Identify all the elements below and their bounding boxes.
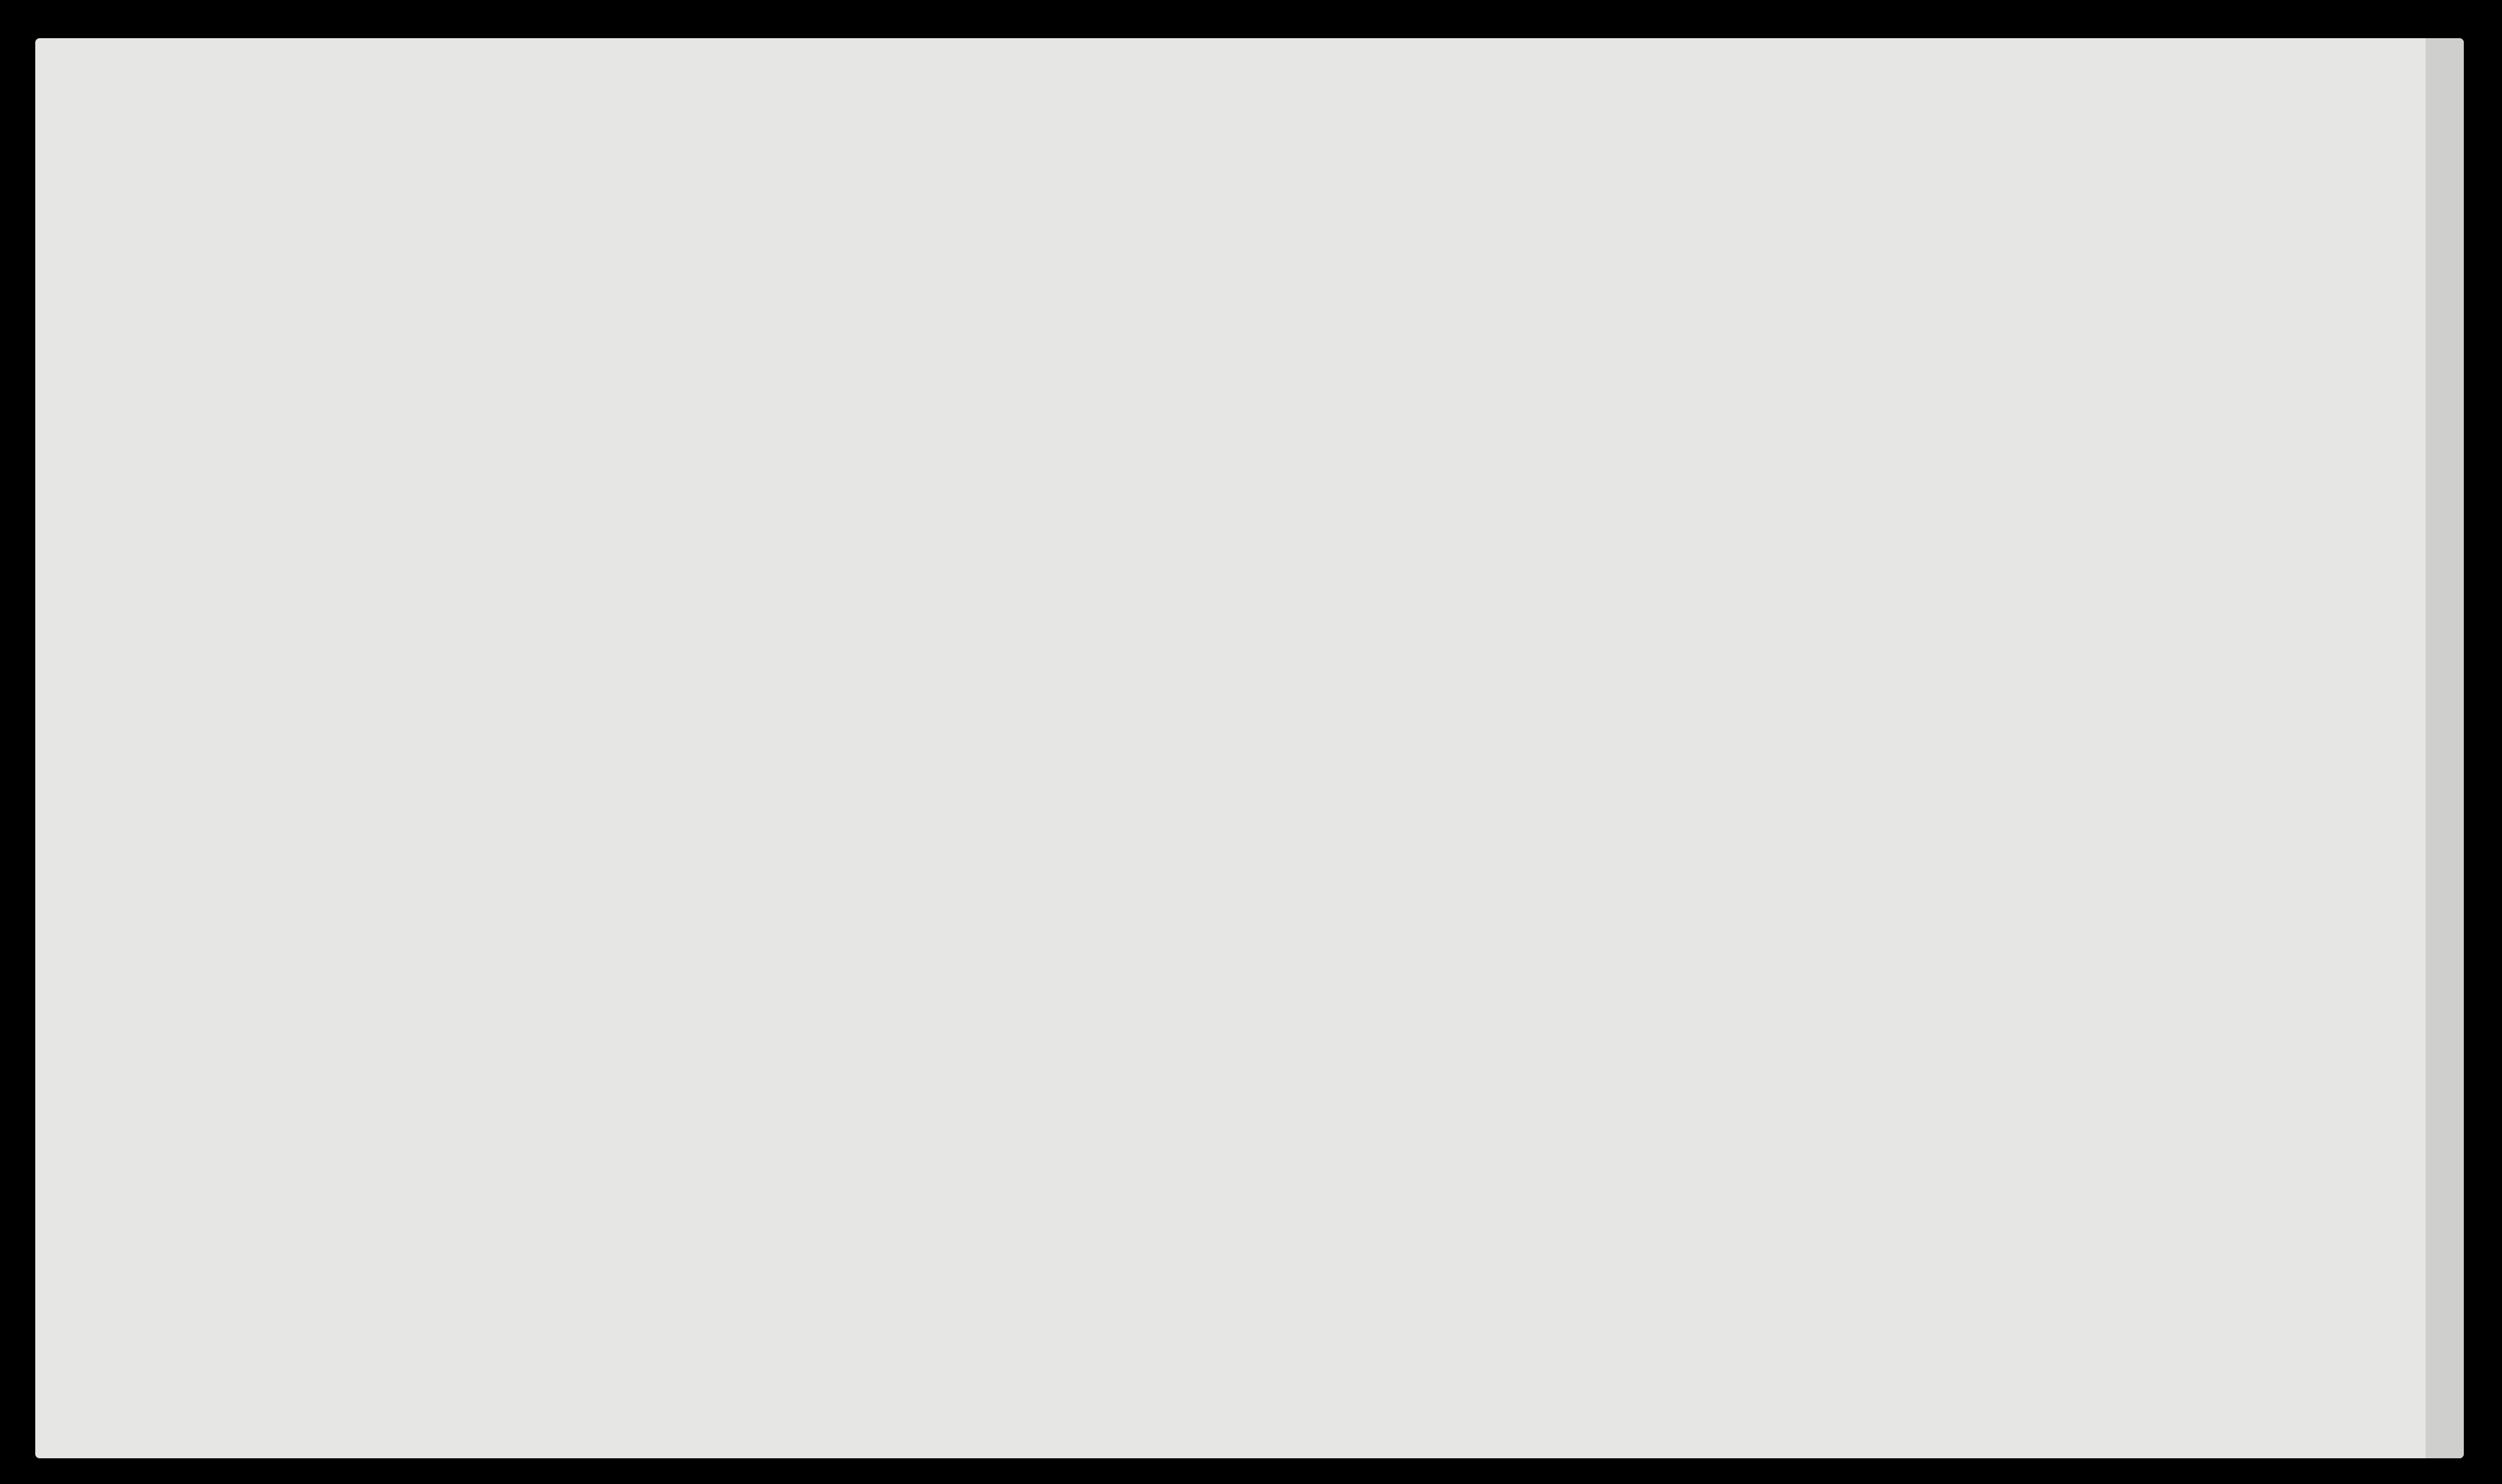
form-grid-lines xyxy=(35,38,2464,1458)
census-form-sheet xyxy=(35,38,2464,1458)
